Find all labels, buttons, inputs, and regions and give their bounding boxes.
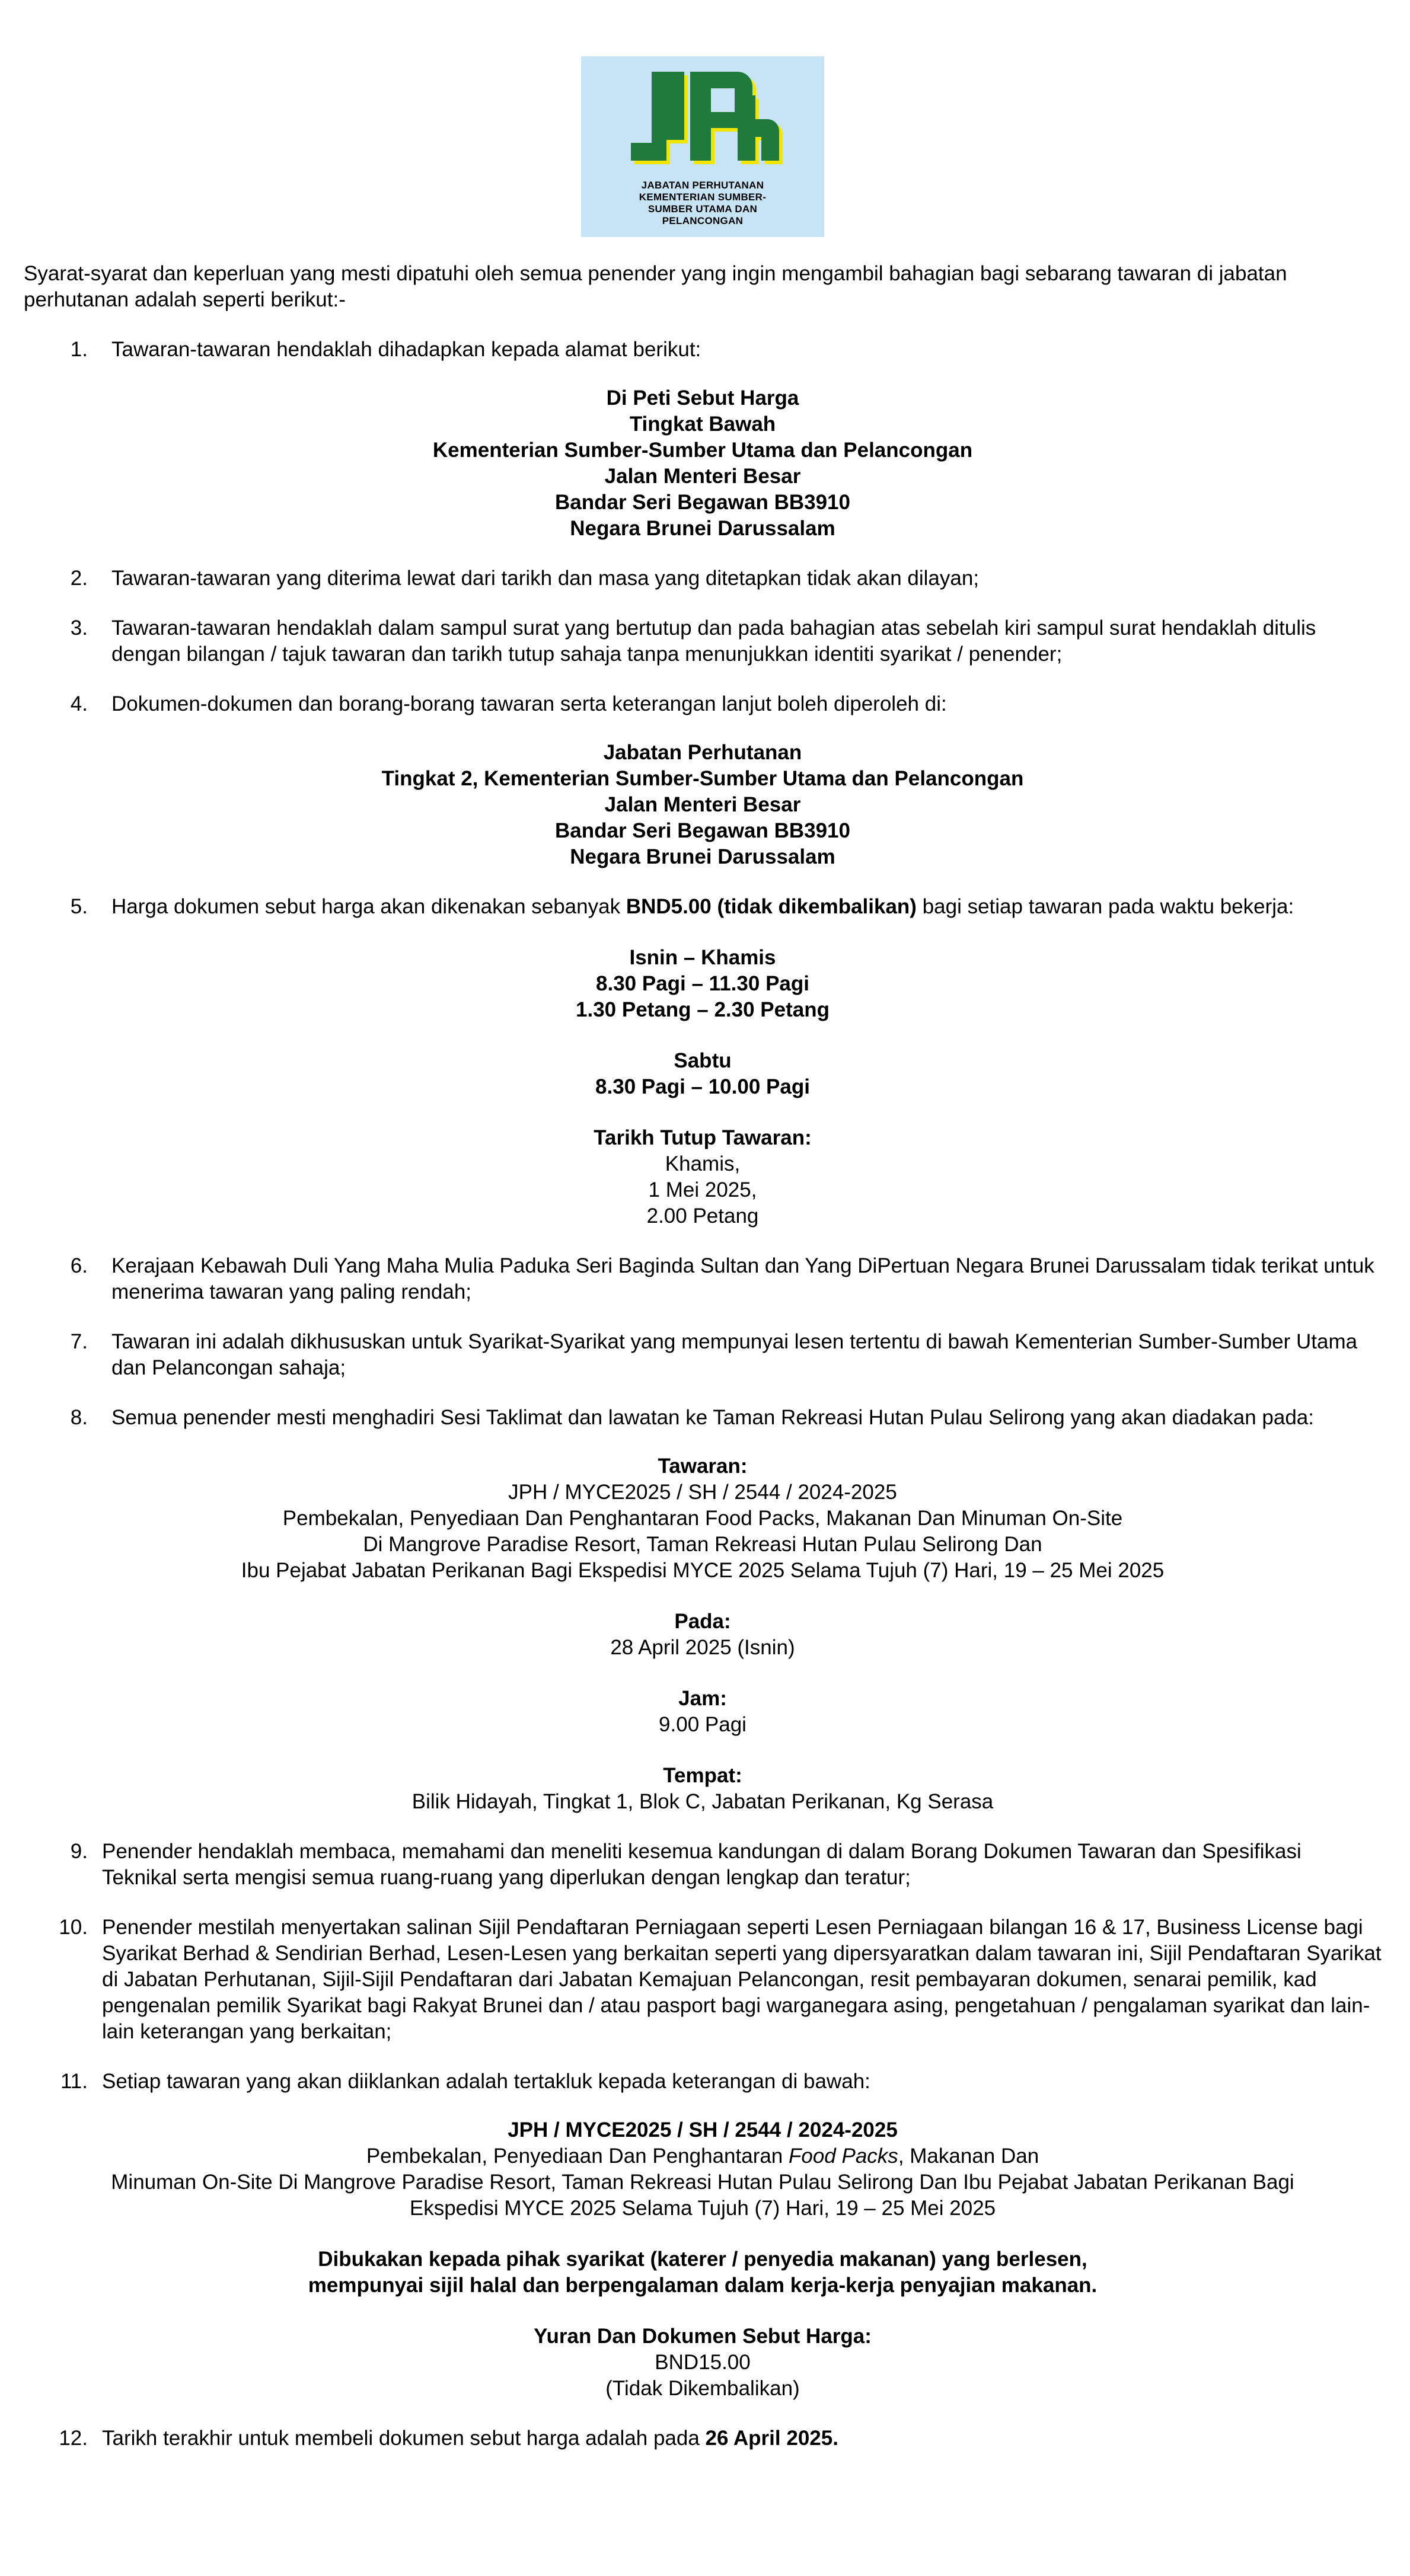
logo-line-3: SUMBER UTAMA DAN <box>647 203 758 215</box>
place-value: Bilik Hidayah, Tingkat 1, Blok C, Jabatan Perikanan, Kg Serasa <box>411 1790 994 1813</box>
item-number: 2. <box>70 567 88 590</box>
list-item-3 <box>24 615 1382 667</box>
fee-label: Yuran Dan Dokumen Sebut Harga: <box>534 2325 872 2348</box>
item-number: 3. <box>70 616 88 640</box>
deadline-date: 26 April 2025. <box>705 2427 838 2450</box>
item-number: 12. <box>59 2427 88 2450</box>
item-text-post: bagi setiap tawaran pada waktu bekerja: <box>916 895 1294 918</box>
list-item-8 <box>24 1405 1382 1431</box>
closing-time: 2.00 Petang <box>646 1204 759 1228</box>
item-text-pre: Harga dokumen sebut harga akan dikenakan sebanyak <box>111 895 626 918</box>
fee-note: (Tidak Dikembalikan) <box>605 2377 800 2400</box>
address-line: Bandar Seri Begawan BB3910 <box>555 491 850 514</box>
closing-day: Khamis, <box>665 1152 741 1175</box>
logo-container <box>24 56 1382 237</box>
address-line: Di Peti Sebut Harga <box>606 386 799 410</box>
time-value: 9.00 Pagi <box>659 1713 747 1736</box>
desc-em: Food Packs <box>789 2144 898 2168</box>
date-label: Pada: <box>674 1610 731 1633</box>
tender-line: Pembekalan, Penyediaan Dan Penghantaran Food Packs, Makanan Dan Minuman On-Site <box>282 1507 1123 1530</box>
item-number: 11. <box>60 2070 88 2093</box>
tender-line: JPH / MYCE2025 / SH / 2544 / 2024-2025 <box>508 1481 897 1504</box>
briefing-date <box>24 1609 1382 1661</box>
item-number: 1. <box>70 338 88 361</box>
weekday-afternoon: 1.30 Petang – 2.30 Petang <box>576 998 830 1021</box>
address-line: Kementerian Sumber-Sumber Utama dan Pelancongan <box>432 439 973 462</box>
item-text <box>102 2425 1382 2452</box>
closing-date <box>24 1125 1382 1229</box>
logo-line-1: JABATAN PERHUTANAN <box>641 180 764 191</box>
logo-line-2: KEMENTERIAN SUMBER- <box>639 191 767 203</box>
address-line: Negara Brunei Darussalam <box>570 845 835 868</box>
weekday-morning: 8.30 Pagi – 11.30 Pagi <box>596 972 809 995</box>
item-text: Tawaran-tawaran hendaklah dihadapkan kepada alamat berikut: <box>111 338 701 361</box>
item-number: 7. <box>70 1330 88 1353</box>
list-item-2 <box>24 565 1382 592</box>
eligibility-note <box>24 2246 1382 2299</box>
place-label: Tempat: <box>663 1764 742 1787</box>
item-number: 5. <box>70 895 88 918</box>
closing-label: Tarikh Tutup Tawaran: <box>594 1126 812 1149</box>
item-text-pre: Tarikh terakhir untuk membeli dokumen sebut harga adalah pada <box>102 2427 706 2450</box>
document-fee: BND5.00 (tidak dikembalikan) <box>626 895 917 918</box>
saturday-morning: 8.30 Pagi – 10.00 Pagi <box>595 1075 810 1098</box>
jph-logo-mark <box>614 63 792 176</box>
item-number: 4. <box>70 692 88 715</box>
list-item-1 <box>24 337 1382 363</box>
tender-label: Tawaran: <box>658 1455 748 1478</box>
item-text: Setiap tawaran yang akan diiklankan adalah tertakluk kepada keterangan di bawah: <box>102 2070 870 2093</box>
list-item-5 <box>24 894 1382 920</box>
eligibility-line: mempunyai sijil halal dan berpengalaman dalam kerja-kerja penyajian makanan. <box>308 2274 1098 2297</box>
address-line: Jabatan Perhutanan <box>603 741 802 764</box>
item-text: Tawaran-tawaran yang diterima lewat dari tarikh dan masa yang ditetapkan tidak akan dilayan; <box>111 567 980 590</box>
item-number: 8. <box>70 1406 88 1429</box>
item-number: 9. <box>70 1840 88 1863</box>
saturday-hours <box>24 1048 1382 1100</box>
list-item-7 <box>24 1329 1382 1381</box>
logo-caption <box>639 180 766 227</box>
weekday-hours <box>24 945 1382 1023</box>
item-text: Kerajaan Kebawah Duli Yang Maha Mulia Paduka Seri Baginda Sultan dan Yang DiPertuan Negara Brunei Darussalam tidak terikat untuk menerima tawaran yang paling rendah; <box>111 1254 1374 1303</box>
tender-reference: JPH / MYCE2025 / SH / 2544 / 2024-2025 <box>508 2118 898 2142</box>
tender-line: Di Mangrove Paradise Resort, Taman Rekreasi Hutan Pulau Selirong Dan <box>363 1533 1042 1556</box>
item-text: Penender hendaklah membaca, memahami dan meneliti kesemua kandungan di dalam Borang Dokumen Tawaran dan Spesifikasi Teknikal serta mengisi semua ruang-ruang yang diperlukan dengan lengkap dan teratur; <box>102 1840 1301 1889</box>
intro-paragraph: Syarat-syarat dan keperluan yang mesti dipatuhi oleh semua penender yang ingin mengambil bahagian bagi sebarang tawaran di jabatan perhutanan adalah seperti berikut:- <box>24 262 1287 311</box>
fee-block <box>24 2323 1382 2402</box>
closing-date-value: 1 Mei 2025, <box>648 1178 757 1201</box>
desc-post: , Makanan Dan <box>898 2144 1039 2168</box>
address-line: Jalan Menteri Besar <box>604 465 801 488</box>
submission-address <box>24 385 1382 542</box>
fee-value: BND15.00 <box>655 2351 751 2374</box>
jph-logo <box>581 56 824 237</box>
briefing-time <box>24 1686 1382 1738</box>
address-line: Negara Brunei Darussalam <box>570 517 835 540</box>
item-text: Tawaran-tawaran hendaklah dalam sampul surat yang bertutup dan pada bahagian atas sebelah kiri sampul surat hendaklah ditulis dengan bilangan / tajuk tawaran dan tarikh tutup sahaja tanpa menunjukkan identiti syarikat / penender; <box>111 616 1316 666</box>
time-label: Jam: <box>678 1687 727 1710</box>
document-page <box>24 56 1382 2452</box>
tender-description-line <box>24 2143 1382 2169</box>
address-line: Bandar Seri Begawan BB3910 <box>555 819 850 842</box>
date-value: 28 April 2025 (Isnin) <box>610 1636 795 1659</box>
address-line: Jalan Menteri Besar <box>604 793 801 816</box>
item-text: Semua penender mesti menghadiri Sesi Taklimat dan lawatan ke Taman Rekreasi Hutan Pulau Selirong yang akan diadakan pada: <box>111 1406 1315 1429</box>
item-number: 6. <box>70 1254 88 1277</box>
list-item-4 <box>24 691 1382 717</box>
list-item-9 <box>24 1839 1382 1891</box>
briefing-tender <box>24 1453 1382 1584</box>
item-number: 10. <box>59 1916 88 1939</box>
desc-pre: Pembekalan, Penyediaan Dan Penghantaran <box>366 2144 789 2168</box>
tender-description-line: Ekspedisi MYCE 2025 Selama Tujuh (7) Hari, 19 – 25 Mei 2025 <box>409 2197 996 2220</box>
list-item-10 <box>24 1915 1382 2045</box>
item-text: Tawaran ini adalah dikhususkan untuk Syarikat-Syarikat yang mempunyai lesen tertentu di bawah Kementerian Sumber-Sumber Utama dan Pelancongan sahaja; <box>111 1330 1358 1379</box>
address-line: Tingkat Bawah <box>629 413 776 436</box>
eligibility-line: Dibukakan kepada pihak syarikat (katerer / penyedia makanan) yang berlesen, <box>318 2248 1087 2271</box>
item-text: Dokumen-dokumen dan borang-borang tawaran serta keterangan lanjut boleh diperoleh di: <box>111 692 947 715</box>
tender-details <box>24 2117 1382 2222</box>
item-text: Penender mestilah menyertakan salinan Sijil Pendaftaran Perniagaan seperti Lesen Perniagaan bilangan 16 & 17, Business License bagi Syarikat Berhad & Sendirian Berhad, Lesen-Lesen yang berkaitan seperti yang dipersyaratkan dalam tawaran ini, Sijil Pendaftaran Syarikat di Jabatan Perhutanan, Sijil-Sijil Pendaftaran dari Jabatan Kemajuan Pelancongan, resit pembayaran dokumen, senarai pemilik, kad pengenalan pemilik Syarikat bagi Rakyat Brunei dan / atau pasport bagi warganegara asing, pengetahuan / pengalaman syarikat dan lain-lain keterangan yang berkaitan; <box>102 1916 1382 2043</box>
tender-description-line: Minuman On-Site Di Mangrove Paradise Resort, Taman Rekreasi Hutan Pulau Selirong Dan Ibu Pejabat Jabatan Perikanan Bagi <box>111 2171 1294 2194</box>
briefing-place <box>24 1763 1382 1815</box>
document-address <box>24 740 1382 870</box>
tender-line: Ibu Pejabat Jabatan Perikanan Bagi Ekspedisi MYCE 2025 Selama Tujuh (7) Hari, 19 – 25 Mei 2025 <box>241 1559 1165 1582</box>
logo-line-4: PELANCONGAN <box>662 215 744 226</box>
weekday-label: Isnin – Khamis <box>629 946 776 969</box>
address-line: Tingkat 2, Kementerian Sumber-Sumber Utama dan Pelancongan <box>381 767 1024 790</box>
saturday-label: Sabtu <box>674 1049 732 1072</box>
item-text <box>111 894 1382 920</box>
list-item-11 <box>24 2069 1382 2095</box>
list-item-6 <box>24 1253 1382 1305</box>
list-item-12 <box>24 2425 1382 2452</box>
